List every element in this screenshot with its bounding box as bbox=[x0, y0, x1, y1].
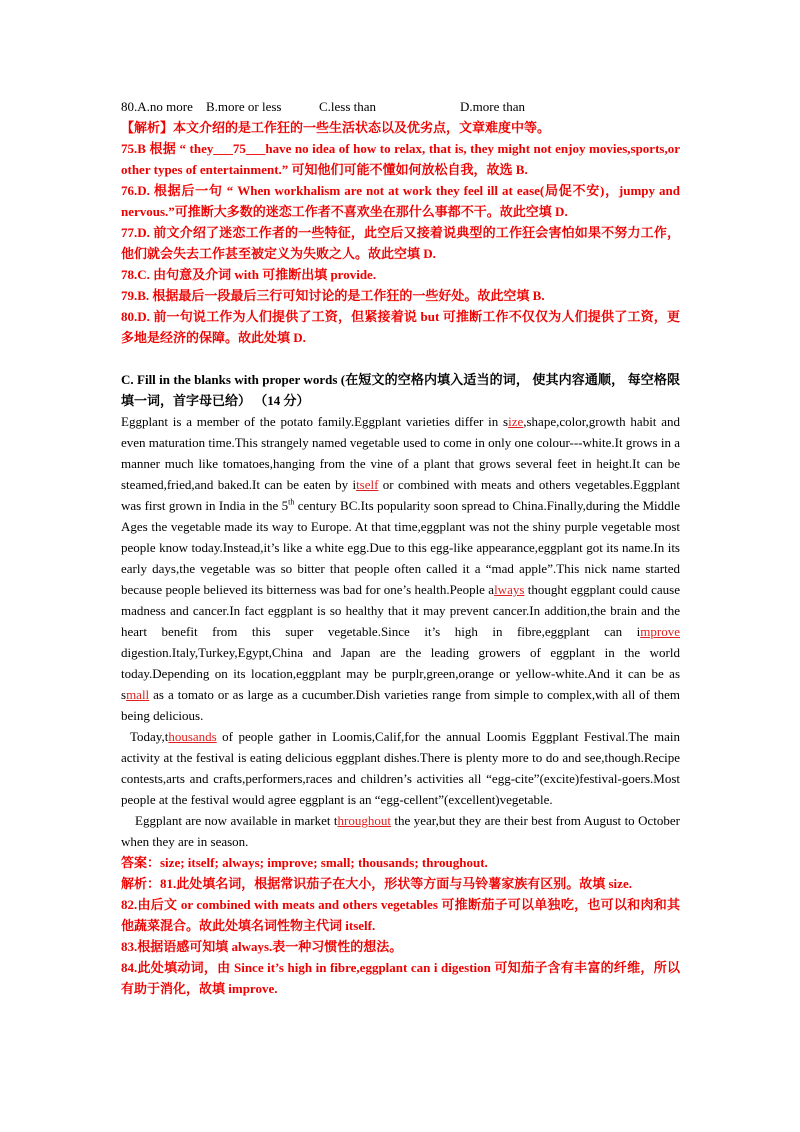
superscript-th: th bbox=[288, 497, 295, 507]
passage-text: Today,t bbox=[130, 729, 169, 744]
analysis-79: 79.B. 根据最后一段最后三行可知讨论的是工作狂的一些好处。故此空填 B. bbox=[121, 288, 545, 303]
blank-improve: mprove bbox=[640, 624, 680, 639]
answer-key: 答案：size; itself; always; improve; small; thousands; throughout. bbox=[121, 855, 488, 870]
option-d: D.more than bbox=[460, 99, 525, 114]
passage-text: Eggplant are now available in market t bbox=[135, 813, 338, 828]
option-a: 80.A.no more bbox=[121, 99, 193, 114]
passage-paragraph-3 bbox=[121, 810, 680, 852]
blank-itself: tself bbox=[356, 477, 379, 492]
passage-text: the year,but they are their best from August to October when they are in season. bbox=[121, 813, 680, 849]
spacer bbox=[121, 348, 680, 369]
passage-text: thought eggplant could cause madness and cancer.In fact eggplant is so healthy that it may prevent cancer.In addition,the brain and the heart benefit from this super vegetable.Since it’s high in fibre,eggplant can i bbox=[121, 582, 680, 639]
passage-text: digestion.Italy,Turkey,Egypt,China and Japan are the leading growers of eggplant in the world today.Depending on its location,eggplant may be purplr,green,orange or yellow-white.And it can be as s bbox=[121, 645, 680, 702]
section-c-heading: C. Fill in the blanks with proper words (在短文的空格内填入适当的词， 使其内容通顺， 每空格限填一词，首字母已给） （14 分） bbox=[121, 372, 680, 408]
passage-text: Eggplant is a member of the potato family.Eggplant varieties differ in s bbox=[121, 414, 509, 429]
option-b: B.more or less bbox=[206, 99, 282, 114]
document-page bbox=[121, 96, 680, 999]
analysis-intro: 【解析】本文介绍的是工作狂的一些生活状态以及优劣点，文章难度中等。 bbox=[121, 120, 551, 135]
option-c: C.less than bbox=[319, 99, 377, 114]
explanation-83: 83.根据语感可知填 always.表一种习惯性的想法。 bbox=[121, 939, 403, 954]
passage-text: ,shape,color,growth habit and even maturation time.This strangely named vegetable used to come in only one colour---white.It grows in a manner much like tomatoes,hanging from the vine of a plant that grows several feet in height.It can be steamed,fried,and baked.It can be eaten by i bbox=[121, 414, 680, 492]
blank-always: lways bbox=[494, 582, 525, 597]
blank-small: mall bbox=[126, 687, 150, 702]
explanation-84: 84.此处填动词，由 Since it’s high in fibre,eggplant can i digestion 可知茄子含有丰富的纤维，所以有助于消化，故填 improve. bbox=[121, 960, 680, 996]
passage-paragraph-2 bbox=[121, 726, 680, 810]
analysis-77: 77.D. 前文介绍了迷恋工作者的一些特征，此空后又接着说典型的工作狂会害怕如果不努力工作，他们就会失去工作甚至被定义为失败之人。故此空填 D. bbox=[121, 225, 680, 261]
analysis-78: 78.C. 由句意及介词 with 可推断出填 provide. bbox=[121, 267, 377, 282]
explanation-82: 82.由后文 or combined with meats and others vegetables 可推断茄子可以单独吃，也可以和肉和其他蔬菜混合。故此处填名词性物主代词 itself. bbox=[121, 897, 680, 933]
passage-text: of people gather in Loomis,Calif,for the annual Loomis Eggplant Festival.The main activity at the festival is eating delicious eggplant dishes.There is plenty more to do and see,though.Recipe contests,arts and crafts,performers,races and children’s activities all “egg-cite”(excite)festival-goers.Most people at the festival would agree eggplant is an “egg-cellent”(excellent)vegetable. bbox=[121, 729, 680, 807]
explanation-81: 解析：81.此处填名词，根据常识茄子在大小，形状等方面与马铃薯家族有区别。故填 size. bbox=[121, 876, 632, 891]
blank-size: ize bbox=[508, 414, 524, 429]
blank-thousands: housands bbox=[168, 729, 217, 744]
question-80-options bbox=[121, 96, 680, 117]
analysis-80: 80.D. 前一句说工作为人们提供了工资，但紧接着说 but 可推断工作不仅仅为人们提供了工资，更多地是经济的保障。故此处填 D. bbox=[121, 309, 680, 345]
blank-throughout: hroughout bbox=[337, 813, 391, 828]
analysis-76: 76.D. 根据后一句 “ When workhalism are not at work they feel ill at ease(局促不安)，jumpy and nervous.”可推断大多数的迷恋工作者不喜欢坐在那什么事都不干。故此空填 D. bbox=[121, 183, 680, 219]
passage-paragraph-1 bbox=[121, 411, 680, 726]
passage-text: as a tomato or as large as a cucumber.Dish varieties range from simple to complex,with all of them being delicious. bbox=[121, 687, 680, 723]
passage-text: century BC.Its popularity soon spread to China.Finally,during the Middle Ages the vegetable made its way to Europe. At that time,eggplant was not the shiny purple vegetable most people know today.Instead,it’s like a white egg.Due to this egg-like appearance,eggplant got its name.In its early days,the vegetable was so bitter that people often called it a “mad apple”.This nick name started because people believed its bitterness was bad for one’s health.People a bbox=[121, 498, 680, 597]
passage-text: or combined with meats and others vegetables.Eggplant was first grown in India in the 5 bbox=[121, 477, 680, 513]
analysis-75: 75.B 根据 “ they___75___have no idea of how to relax, that is, they might not enjoy movies,sports,or other types of entertainment.” 可知他们可能不懂如何放松自我，故选 B. bbox=[121, 141, 680, 177]
